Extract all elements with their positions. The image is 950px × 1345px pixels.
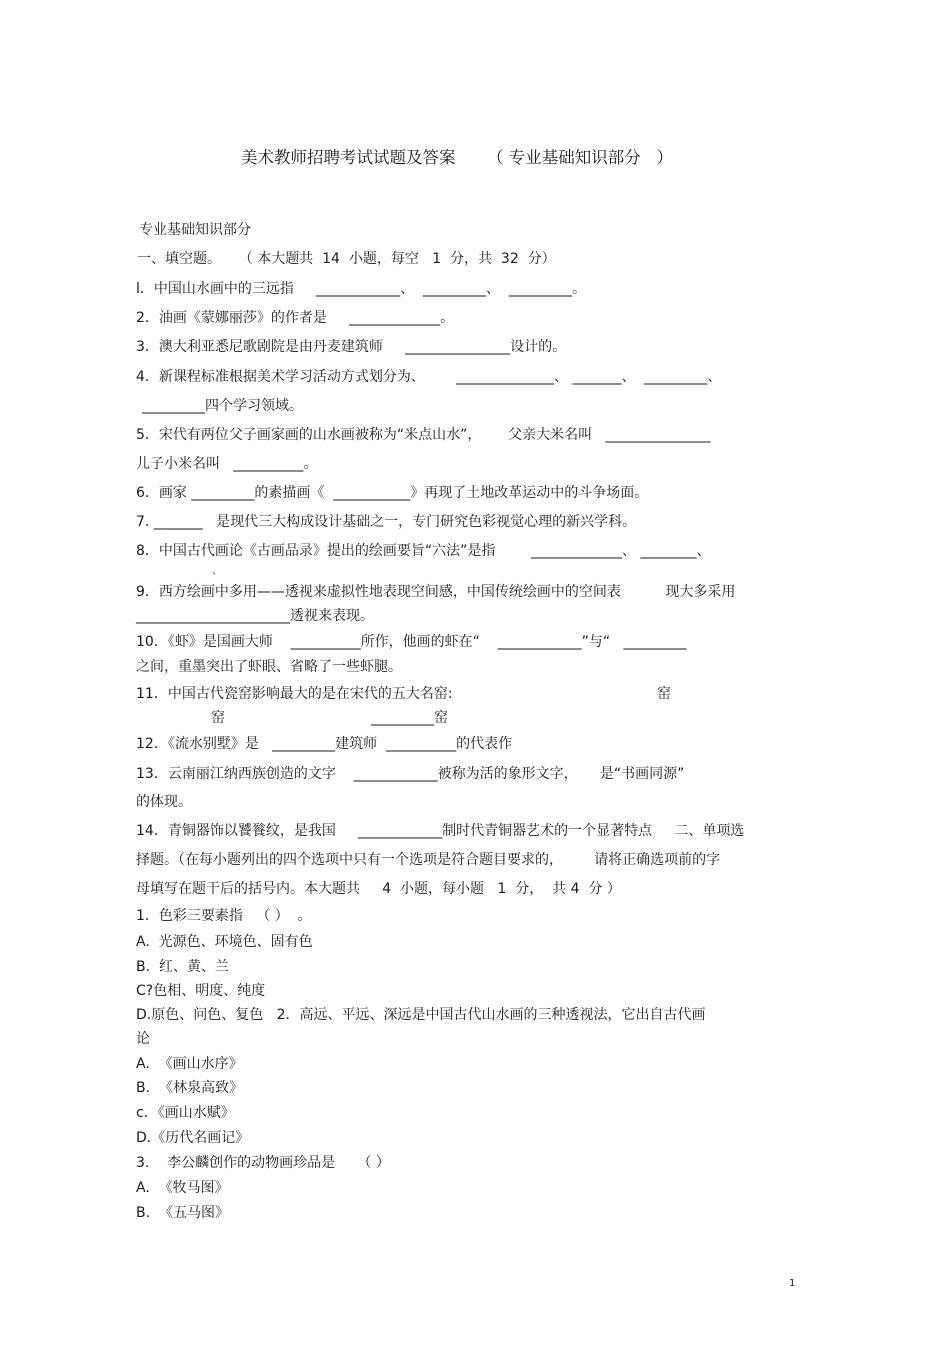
question-12: 12．《流水别墅》是 _________建筑师 __________的代表作 <box>136 736 513 752</box>
mc-question-3: 3. 李公麟创作的动物画珍品是 （ ） <box>136 1155 390 1171</box>
question-3: 3．澳大利亚悉尼歌剧院是由丹麦建筑师 _______________设计的。 <box>136 339 567 355</box>
part2-header-line1: 择题。（在每小题列出的四个选项中只有一个选项是符合题目要求的， 请将正确选项前的字 <box>136 852 721 868</box>
document-title: 美术教师招聘考试试题及答案 （ 专业基础知识部分 ） <box>241 148 673 167</box>
question-6: 6．画家 _________的素描画《 ___________》再现了土地改革运动中的斗争场面。 <box>136 485 649 501</box>
mc-question-1-option-a: A. 光源色、环境色、固有色 <box>136 934 313 950</box>
question-11-kiln-left: 窑 <box>211 710 225 726</box>
mc-question-1: 1．色彩三要素指 （ ） 。 <box>136 908 312 924</box>
mc-question-3-option-b: B. 《五马图》 <box>136 1205 229 1221</box>
section-heading: 专业基础知识部分 <box>139 222 251 238</box>
question-7: 7. _______ 是现代三大构成设计基础之一，专门研究色彩视觉心理的新兴学科。 <box>136 514 637 530</box>
mc-question-2-continuation: 论 <box>136 1031 150 1047</box>
question-4-line1: 4．新课程标准根据美术学习活动方式划分为、 ______________、 _______、 _________、 <box>136 369 722 385</box>
mc-question-2-option-d: D.《历代名画记》 <box>136 1130 250 1146</box>
mc-question-2-option-c: c．《画山水赋》 <box>136 1105 235 1121</box>
question-13-line2: 的体现。 <box>136 794 192 810</box>
mc-question-1-option-c: C?色相、明度、纯度 <box>136 983 266 999</box>
mc-question-1-option-d: D.原色、问色、复色 2．高远、平远、深远是中国古代山水画的三种透视法，它出自古代画 <box>136 1007 706 1023</box>
part1-header: 一、填空题。 （ 本大题共 14 小题，每空 1 分，共 32 分） <box>137 251 556 267</box>
question-10-line1: 10．《虾》是国画大师 __________所作，他画的虾在“ ____________”与“ _________ <box>136 634 687 650</box>
question-2: 2．油画《蒙娜丽莎》的作者是 _____________。 <box>136 310 455 326</box>
question-11-kiln-blank: _________窑 <box>371 710 448 726</box>
question-11-line1: 11．中国古代瓷窑影响最大的是在宋代的五大名窑: <box>136 686 453 702</box>
question-11-kiln-right: 窑 <box>657 686 671 702</box>
page-number: 1 <box>789 1278 796 1289</box>
question-9-line1: 9．西方绘画中多用——透视来虚拟性地表现空间感，中国传统绘画中的空间表 现大多采用 <box>136 584 736 600</box>
question-5-line1: 5．宋代有两位父子画家画的山水画被称为“米点山水”， 父亲大米名叫 _______________ <box>136 427 711 443</box>
question-8: 8．中国古代画论《古画品录》提出的绘画要旨“六法”是指 _____________、 ________、 <box>136 543 711 559</box>
question-14-line1: 14．青铜器饰以饕餮纹，是我国 ____________制时代青铜器艺术的一个显著特点 二、单项选 <box>136 823 745 839</box>
question-8-mark: 、 <box>212 566 222 577</box>
question-1: l．中国山水画中的三远指 ____________、 _________、 _________。 <box>136 281 586 297</box>
mc-question-3-option-a: A. 《牧马图》 <box>136 1180 229 1196</box>
mc-question-1-option-b: B. 红、黄、兰 <box>136 959 229 975</box>
question-4-line2: _________四个学习领域。 <box>142 398 303 414</box>
question-9-line2: ______________________透视来表现。 <box>136 608 374 624</box>
question-5-line2: 儿子小米名叫 __________。 <box>136 456 318 472</box>
part2-header-line2: 母填写在题干后的括号内。本大题共 4 小题，每小题 1 分， 共 4 分 ） <box>136 881 621 897</box>
mc-question-2-option-a: A. 《画山水序》 <box>136 1056 243 1072</box>
question-13-line1: 13．云南丽江纳西族创造的文字 ____________被称为活的象形文字， 是“书画同源” <box>136 766 685 782</box>
mc-question-2-option-b: B. 《林泉高致》 <box>136 1080 243 1096</box>
question-10-line2: 之间，重墨突出了虾眼、省略了一些虾腿。 <box>136 659 402 675</box>
